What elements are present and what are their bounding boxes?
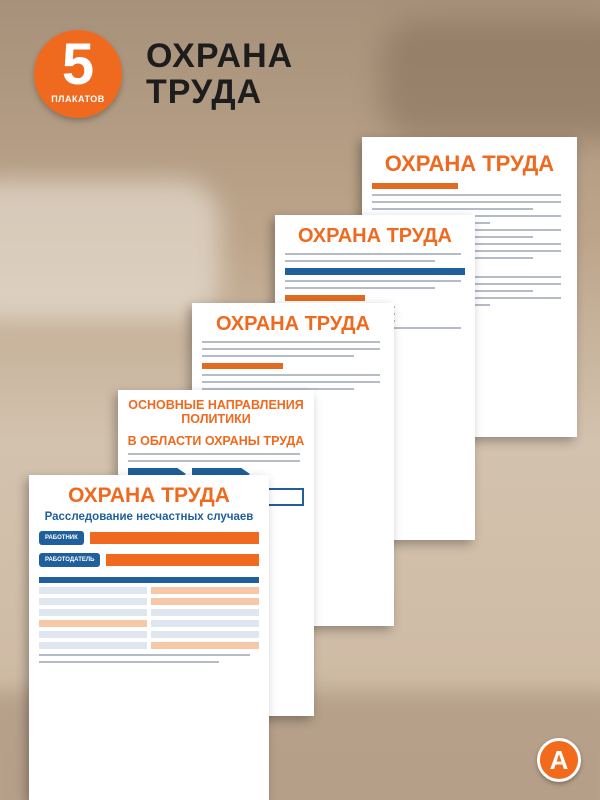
- headline-line-2: ТРУДА: [146, 73, 263, 111]
- table-cell: [151, 631, 259, 638]
- text-line: [372, 208, 533, 210]
- table-cell: [151, 642, 259, 649]
- table-row: [39, 620, 259, 627]
- text-line: [128, 460, 300, 462]
- text-line: [39, 654, 250, 656]
- poster-1-heading-bar: [372, 183, 458, 189]
- poster-1-title: ОХРАНА ТРУДА: [384, 151, 555, 176]
- table-cell: [39, 642, 147, 649]
- table-cell: [151, 598, 259, 605]
- text-line: [39, 661, 219, 663]
- text-line: [202, 341, 380, 343]
- text-line: [202, 348, 380, 350]
- text-line: [372, 194, 561, 196]
- badge-label: ПЛАКАТОВ: [51, 94, 105, 104]
- table-row: [39, 609, 259, 616]
- background-shadow: [380, 20, 600, 140]
- poster-2-heading-bar: [285, 295, 365, 301]
- text-line: [285, 260, 435, 262]
- text-line: [285, 253, 461, 255]
- text-line: [372, 201, 561, 203]
- headline: [146, 38, 293, 110]
- flow-label-employer: РАБОТОДАТЕЛЬ: [39, 553, 100, 567]
- poster-5-flow-row-1: [39, 531, 259, 545]
- poster-3-heading-bar: [202, 363, 283, 369]
- badge-number: 5: [61, 32, 95, 97]
- text-line: [128, 453, 300, 455]
- table-cell: [151, 620, 259, 627]
- table-row: [39, 587, 259, 594]
- poster-5-title: ОХРАНА ТРУДА: [68, 484, 230, 507]
- headline-line-1: ОХРАНА: [146, 37, 294, 75]
- text-line: [285, 280, 461, 282]
- text-line: [202, 374, 380, 376]
- poster-2-section-bar: [285, 268, 465, 275]
- table-cell: [151, 587, 259, 594]
- count-badge: [34, 30, 122, 118]
- background-highlight: [0, 180, 220, 320]
- table-row: [39, 642, 259, 649]
- table-cell: [39, 620, 147, 627]
- flow-bar: [106, 554, 259, 566]
- poster-5-subtitle: Расследование несчастных случаев: [44, 511, 254, 523]
- text-line: [285, 287, 435, 289]
- table-row: [39, 598, 259, 605]
- poster-3-title: ОХРАНА ТРУДА: [215, 313, 370, 335]
- poster-4-title-line-1: ОСНОВНЫЕ НАПРАВЛЕНИЯ ПОЛИТИКИ: [128, 398, 304, 426]
- flow-bar: [90, 532, 259, 544]
- poster-4-title-line-2: В ОБЛАСТИ ОХРАНЫ ТРУДА: [127, 434, 305, 448]
- table-cell: [39, 598, 147, 605]
- table-row: [39, 631, 259, 638]
- flow-label-worker: РАБОТНИК: [39, 531, 84, 545]
- brand-logo: А: [537, 738, 581, 782]
- table-cell: [151, 609, 259, 616]
- table-cell: [39, 631, 147, 638]
- text-line: [202, 381, 380, 383]
- poster-5: [29, 475, 269, 800]
- poster-5-flow-row-2: [39, 553, 259, 567]
- text-line: [202, 355, 354, 357]
- poster-5-table: [39, 577, 259, 649]
- table-cell: [39, 587, 147, 594]
- table-cell: [39, 609, 147, 616]
- poster-2-title: ОХРАНА ТРУДА: [297, 225, 452, 247]
